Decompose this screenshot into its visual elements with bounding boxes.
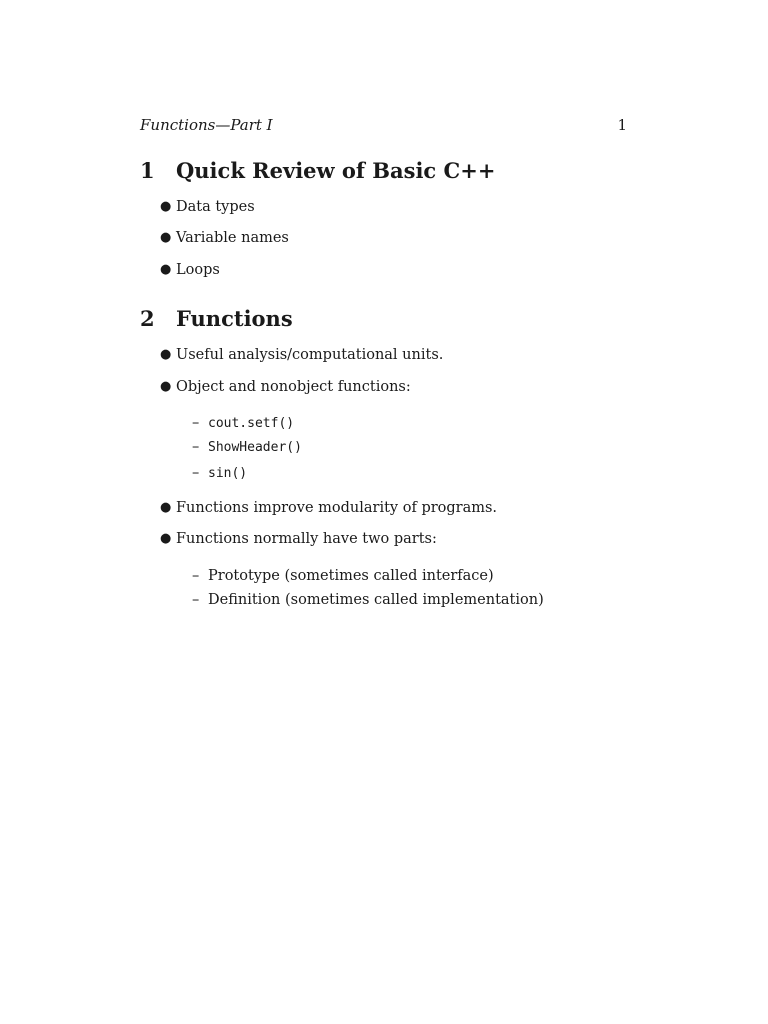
sub-list-item: – cout.setf() <box>192 415 295 431</box>
sub-list-item: – Definition (sometimes called implementation) <box>192 592 544 608</box>
section-number: 1 <box>140 158 155 183</box>
section-heading <box>140 305 640 333</box>
sub-list-item-text: Definition (sometimes called implementation) <box>208 592 544 608</box>
bullet-icon: ● <box>160 262 172 277</box>
list-item <box>140 345 640 365</box>
bullet-icon: ● <box>160 500 172 515</box>
section-heading <box>140 157 640 185</box>
sub-list-item: – sin() <box>192 465 248 481</box>
section-quick-review <box>140 157 640 185</box>
code-text: ShowHeader() <box>208 440 302 455</box>
code-text: cout.setf() <box>208 416 295 431</box>
sub-list-item: – Prototype (sometimes called interface) <box>192 568 494 584</box>
list-item-text: Object and nonobject functions: <box>176 379 411 395</box>
list-item-text: Data types <box>176 199 255 215</box>
running-title: Functions—Part I <box>140 116 273 134</box>
list-item-text: Variable names <box>176 230 289 246</box>
running-header <box>140 116 627 136</box>
list-item-text: Functions improve modularity of programs. <box>176 500 498 516</box>
bullet-icon: ● <box>160 379 172 394</box>
bullet-icon: ● <box>160 531 172 546</box>
list-item-text: Useful analysis/computational units. <box>176 347 444 363</box>
code-text: sin() <box>208 466 248 481</box>
list-item <box>140 197 640 217</box>
page-number: 1 <box>617 116 627 134</box>
list-item-text: Functions normally have two parts: <box>176 531 437 547</box>
sub-list-item-text: Prototype (sometimes called interface) <box>208 568 494 584</box>
bullet-icon: ● <box>160 230 172 245</box>
list-item <box>140 498 640 518</box>
bullet-icon: ● <box>160 347 172 362</box>
section-functions <box>140 305 640 333</box>
list-item-text: Loops <box>176 262 220 278</box>
list-item <box>140 228 640 248</box>
section-title: Quick Review of Basic C++ <box>176 158 496 183</box>
list-item <box>140 377 640 397</box>
list-item <box>140 260 640 280</box>
section-title: Functions <box>176 306 293 331</box>
sub-list-item: – ShowHeader() <box>192 439 302 455</box>
section-number: 2 <box>140 306 155 331</box>
bullet-icon: ● <box>160 199 172 214</box>
list-item <box>140 529 640 549</box>
